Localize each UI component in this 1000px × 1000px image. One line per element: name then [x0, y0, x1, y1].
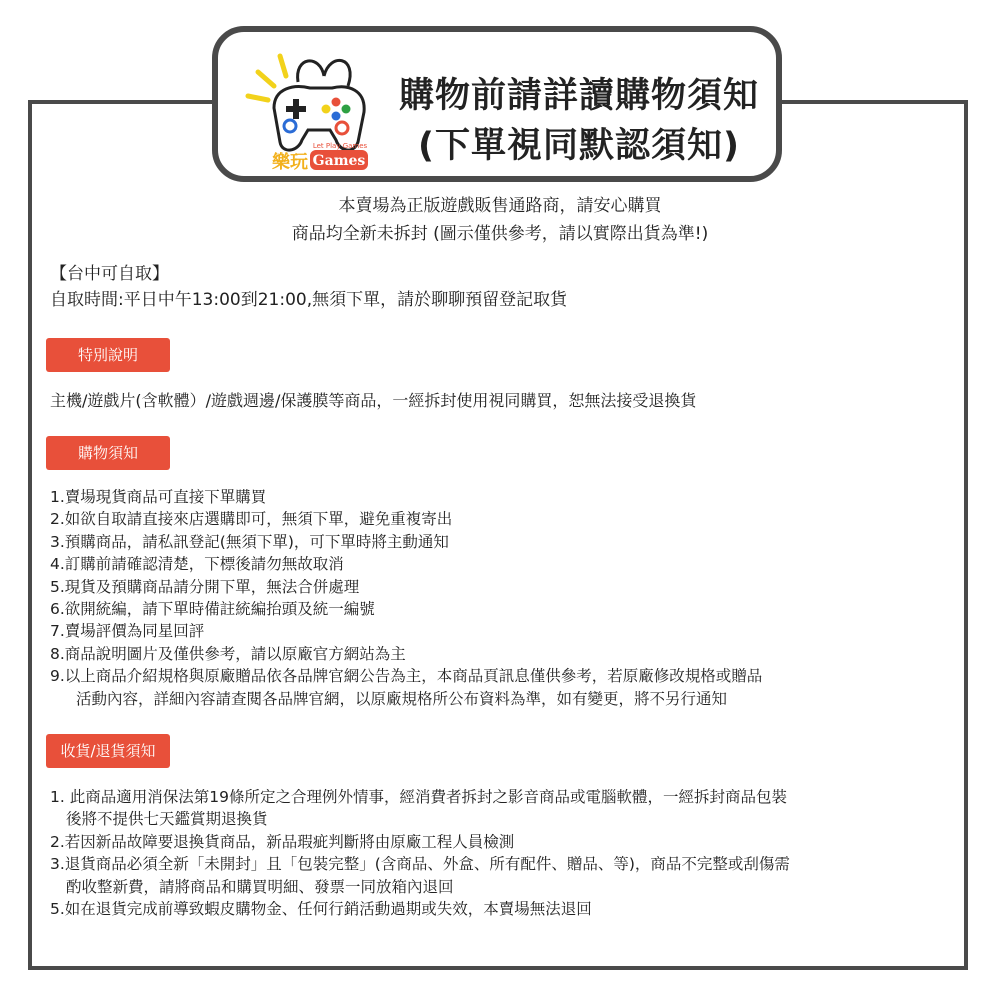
- list-item: 後將不提供七天鑑賞期退換貨: [66, 810, 268, 829]
- svg-text:樂玩: 樂玩: [272, 152, 308, 172]
- list-item: 5.如在退貨完成前導致蝦皮購物金、任何行銷活動過期或失效，本賣場無法退回: [50, 900, 592, 919]
- returns-tag: 收貨/退貨須知: [46, 734, 170, 768]
- intro-line1: 本賣場為正版遊戲販售通路商，請安心購買: [338, 196, 662, 216]
- returns-list: [50, 786, 790, 920]
- list-item: 3.預購商品，請私訊登記(無須下單)，可下單時將主動通知: [50, 532, 449, 551]
- special-tag: 特別說明: [46, 338, 170, 372]
- list-item: 1. 此商品適用消保法第19條所定之合理例外情事，經消費者拆封之影音商品或電腦軟體，一經拆封商品包裝: [50, 788, 787, 806]
- list-item: 酌收整新費，請將商品和購買明細、發票一同放箱內退回: [66, 877, 454, 896]
- list-item: 8.商品說明圖片及僅供參考，請以原廠官方網站為主: [50, 644, 406, 663]
- logo-brand-text: Games: [312, 153, 366, 169]
- list-item: 5.現貨及預購商品請分開下單，無法合併處理: [50, 577, 360, 596]
- gamepad-icon: [244, 46, 374, 172]
- list-item: 7.賣場評價為同星回評: [50, 622, 205, 641]
- intro-line2: 商品均全新未拆封 (圖示僅供參考，請以實際出貨為準!): [291, 224, 709, 244]
- list-item: 2.如欲自取請直接來店選購即可，無須下單，避免重複寄出: [50, 510, 453, 529]
- list-item: 1.賣場現貨商品可直接下單購買: [50, 488, 267, 506]
- pickup-title: 【台中可自取】: [50, 264, 169, 284]
- notice-list: [50, 486, 762, 710]
- page-title-line2: (下單視同默認須知): [418, 126, 740, 166]
- list-item: 6.欲開統編，請下單時備註統編抬頭及統一編號: [50, 600, 375, 619]
- list-item: 活動內容，詳細內容請查閱各品牌官網，以原廠規格所公布資料為準，如有變更，將不另行通知: [76, 689, 728, 708]
- special-text: 主機/遊戲片(含軟體）/遊戲週邊/保護膜等商品，一經拆封使用視同購買，恕無法接受退換貨: [50, 391, 697, 410]
- pickup-time: 自取時間:平日中午13:00到21:00,無須下單，請於聊聊預留登記取貨: [50, 290, 568, 310]
- notice-tag: 購物須知: [46, 436, 170, 470]
- list-item: 9.以上商品介紹規格與原廠贈品依各品牌官網公告為主，本商品頁訊息僅供參考，若原廠修改規格或贈品: [50, 667, 763, 686]
- list-item: 4.訂購前請確認清楚，下標後請勿無故取消: [50, 555, 344, 574]
- list-item: 2.若因新品故障要退換貨商品，新品瑕疵判斷將由原廠工程人員檢測: [50, 832, 515, 851]
- logo-small-text: Let Play Games: [312, 142, 368, 150]
- list-item: 3.退貨商品必須全新「未開封」且「包裝完整」(含商品、外盒、所有配件、贈品、等)，商品不完整或刮傷需: [50, 855, 790, 874]
- header-banner: [212, 26, 782, 182]
- page-title-line1: 購物前請詳讀購物須知: [398, 76, 759, 116]
